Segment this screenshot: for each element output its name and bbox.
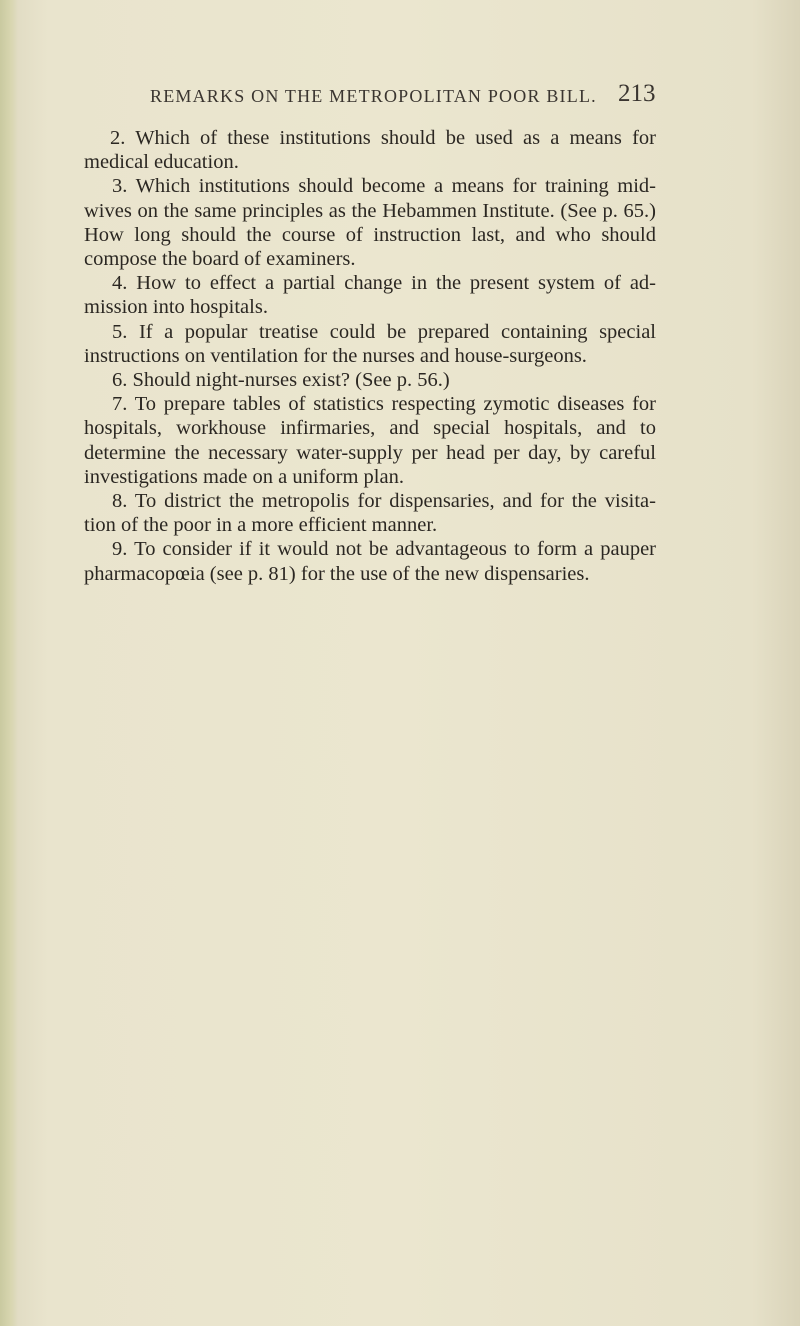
list-item: [84, 368, 656, 392]
item-number: 7.: [112, 393, 128, 416]
page-number: 213: [618, 80, 656, 107]
item-text: To consider if it would not be advantageous to form a pauper pharmacopœia (see p. 81) for the use of the new dispensaries.: [84, 538, 656, 585]
item-text: If a popular treatise could be prepared containing special instructions on ventilation for the nurses and house-surgeons.: [84, 320, 657, 367]
numbered-list: [84, 126, 656, 586]
list-item: [84, 489, 656, 537]
item-number: 5.: [112, 320, 128, 343]
list-item: [84, 392, 656, 489]
item-number: 2.: [110, 127, 126, 149]
item-number: 9.: [112, 538, 128, 561]
item-text: Which institutions should become a means for training mid-wives on the same principles as the Hebammen Institute. (See p. 65.) How long should the course of instruction last, and who should compose the board of examiners.: [84, 175, 656, 271]
item-number: 3.: [112, 175, 128, 198]
list-item: [84, 537, 656, 585]
item-text: Which of these institutions should be used as a means for medical education.: [84, 127, 656, 174]
list-item: [84, 271, 656, 319]
page-gutter-edge: [0, 0, 18, 1326]
item-text: To prepare tables of statistics respecting zymotic diseases for hospitals, workhouse infirmaries, and special hospitals, and to determine the necessary water-supply per head per day, by careful investigations made on a uniform plan.: [84, 393, 656, 488]
list-item: [84, 320, 656, 368]
list-item: [84, 126, 656, 174]
item-number: 6.: [112, 369, 128, 392]
list-item: [84, 174, 656, 271]
item-text: How to effect a partial change in the present system of ad-mission into hospitals.: [84, 272, 656, 319]
item-text: Should night-nurses exist? (See p. 56.): [132, 369, 450, 392]
item-number: 4.: [112, 272, 128, 295]
item-text: To district the metropolis for dispensaries, and for the visita-tion of the poor in a more efficient manner.: [84, 490, 656, 537]
item-number: 8.: [112, 490, 128, 513]
running-head: REMARKS ON THE METROPOLITAN POOR BILL.: [150, 86, 597, 106]
